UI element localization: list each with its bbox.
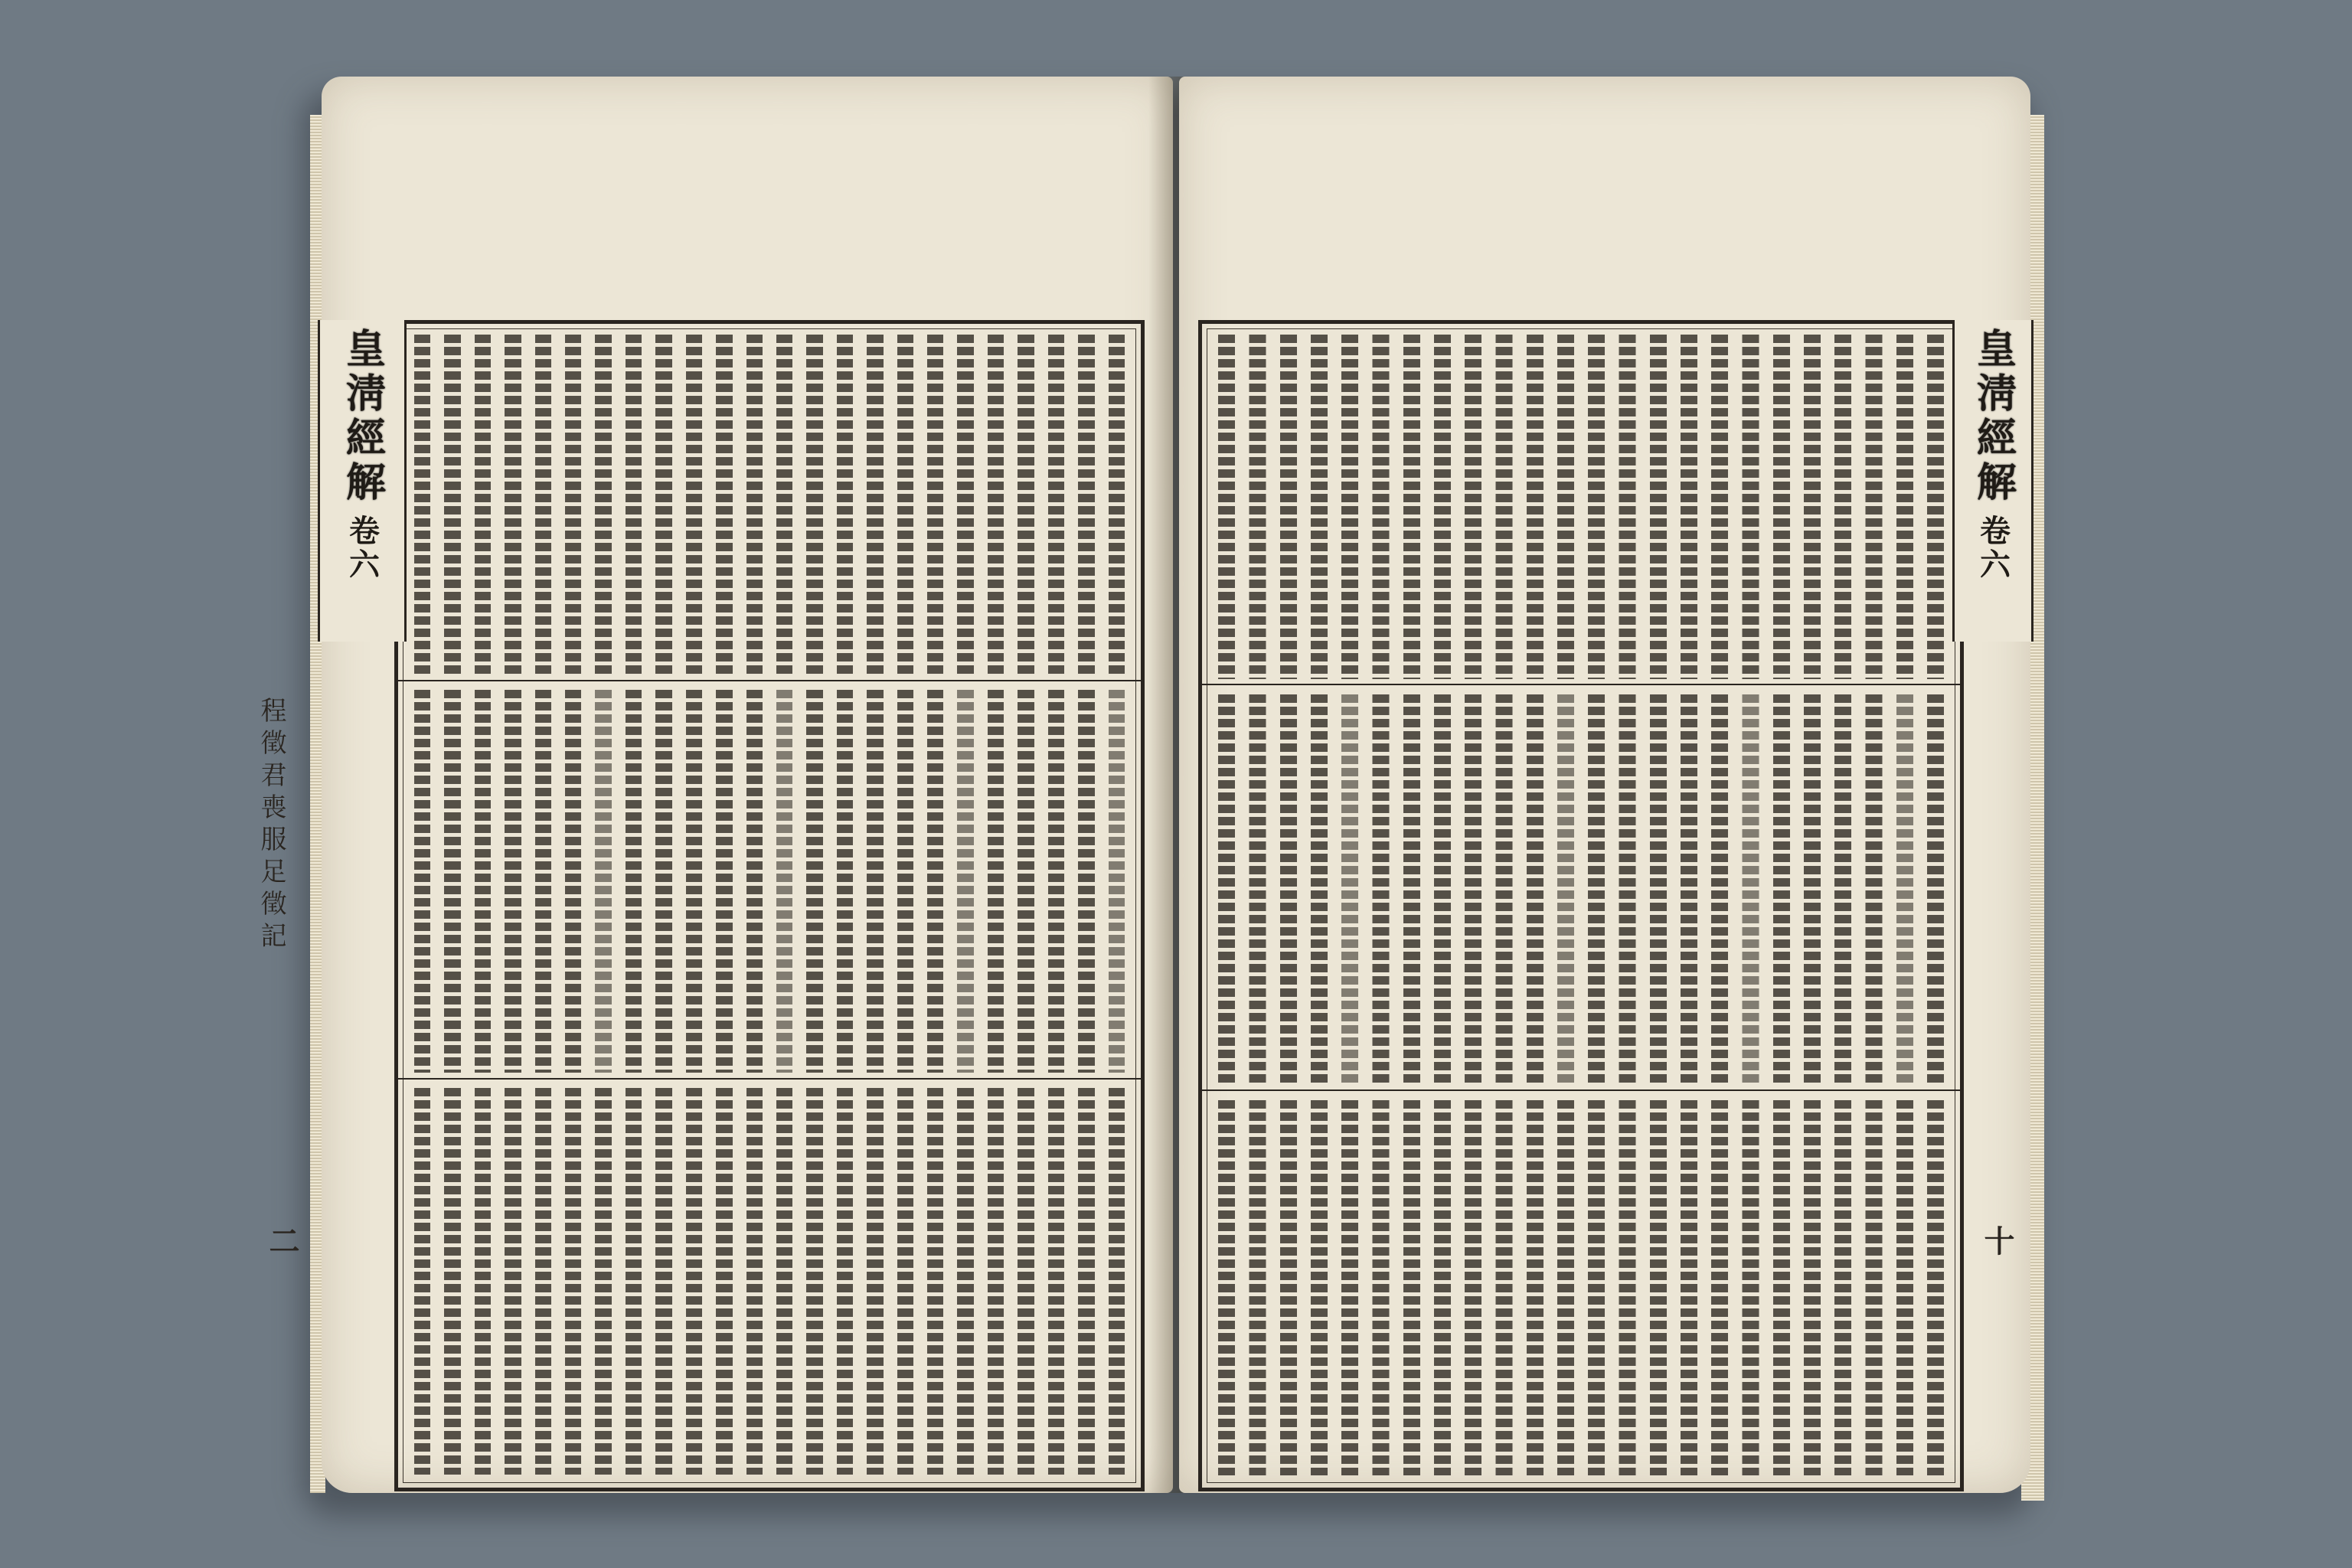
right-register-bottom <box>1211 1100 1951 1475</box>
right-divider-2 <box>1202 1089 1960 1091</box>
left-register-top <box>407 335 1132 675</box>
right-series-title: 皇淸經解 <box>1969 328 2017 505</box>
right-page-number: 十 <box>1979 1225 2015 1262</box>
left-divider-1 <box>398 680 1141 681</box>
left-register-middle <box>407 690 1132 1073</box>
left-text-frame <box>394 320 1145 1491</box>
left-series-title: 皇淸經解 <box>338 328 386 505</box>
right-register-middle <box>1211 694 1951 1083</box>
right-text-frame <box>1198 320 1964 1491</box>
left-register-bottom <box>407 1088 1132 1475</box>
left-volume-label: 卷六 <box>344 514 381 582</box>
right-page-banner <box>1952 320 2034 642</box>
left-page <box>256 77 1173 1493</box>
right-page <box>1179 77 2030 1493</box>
left-page-number: 二 <box>264 1225 300 1262</box>
right-volume-label: 卷六 <box>1975 514 2011 582</box>
left-running-title: 程徵君喪服足徵記 <box>256 697 286 954</box>
right-divider-1 <box>1202 684 1960 685</box>
left-page-banner <box>318 320 407 642</box>
right-register-top <box>1211 335 1951 679</box>
left-divider-2 <box>398 1078 1141 1080</box>
